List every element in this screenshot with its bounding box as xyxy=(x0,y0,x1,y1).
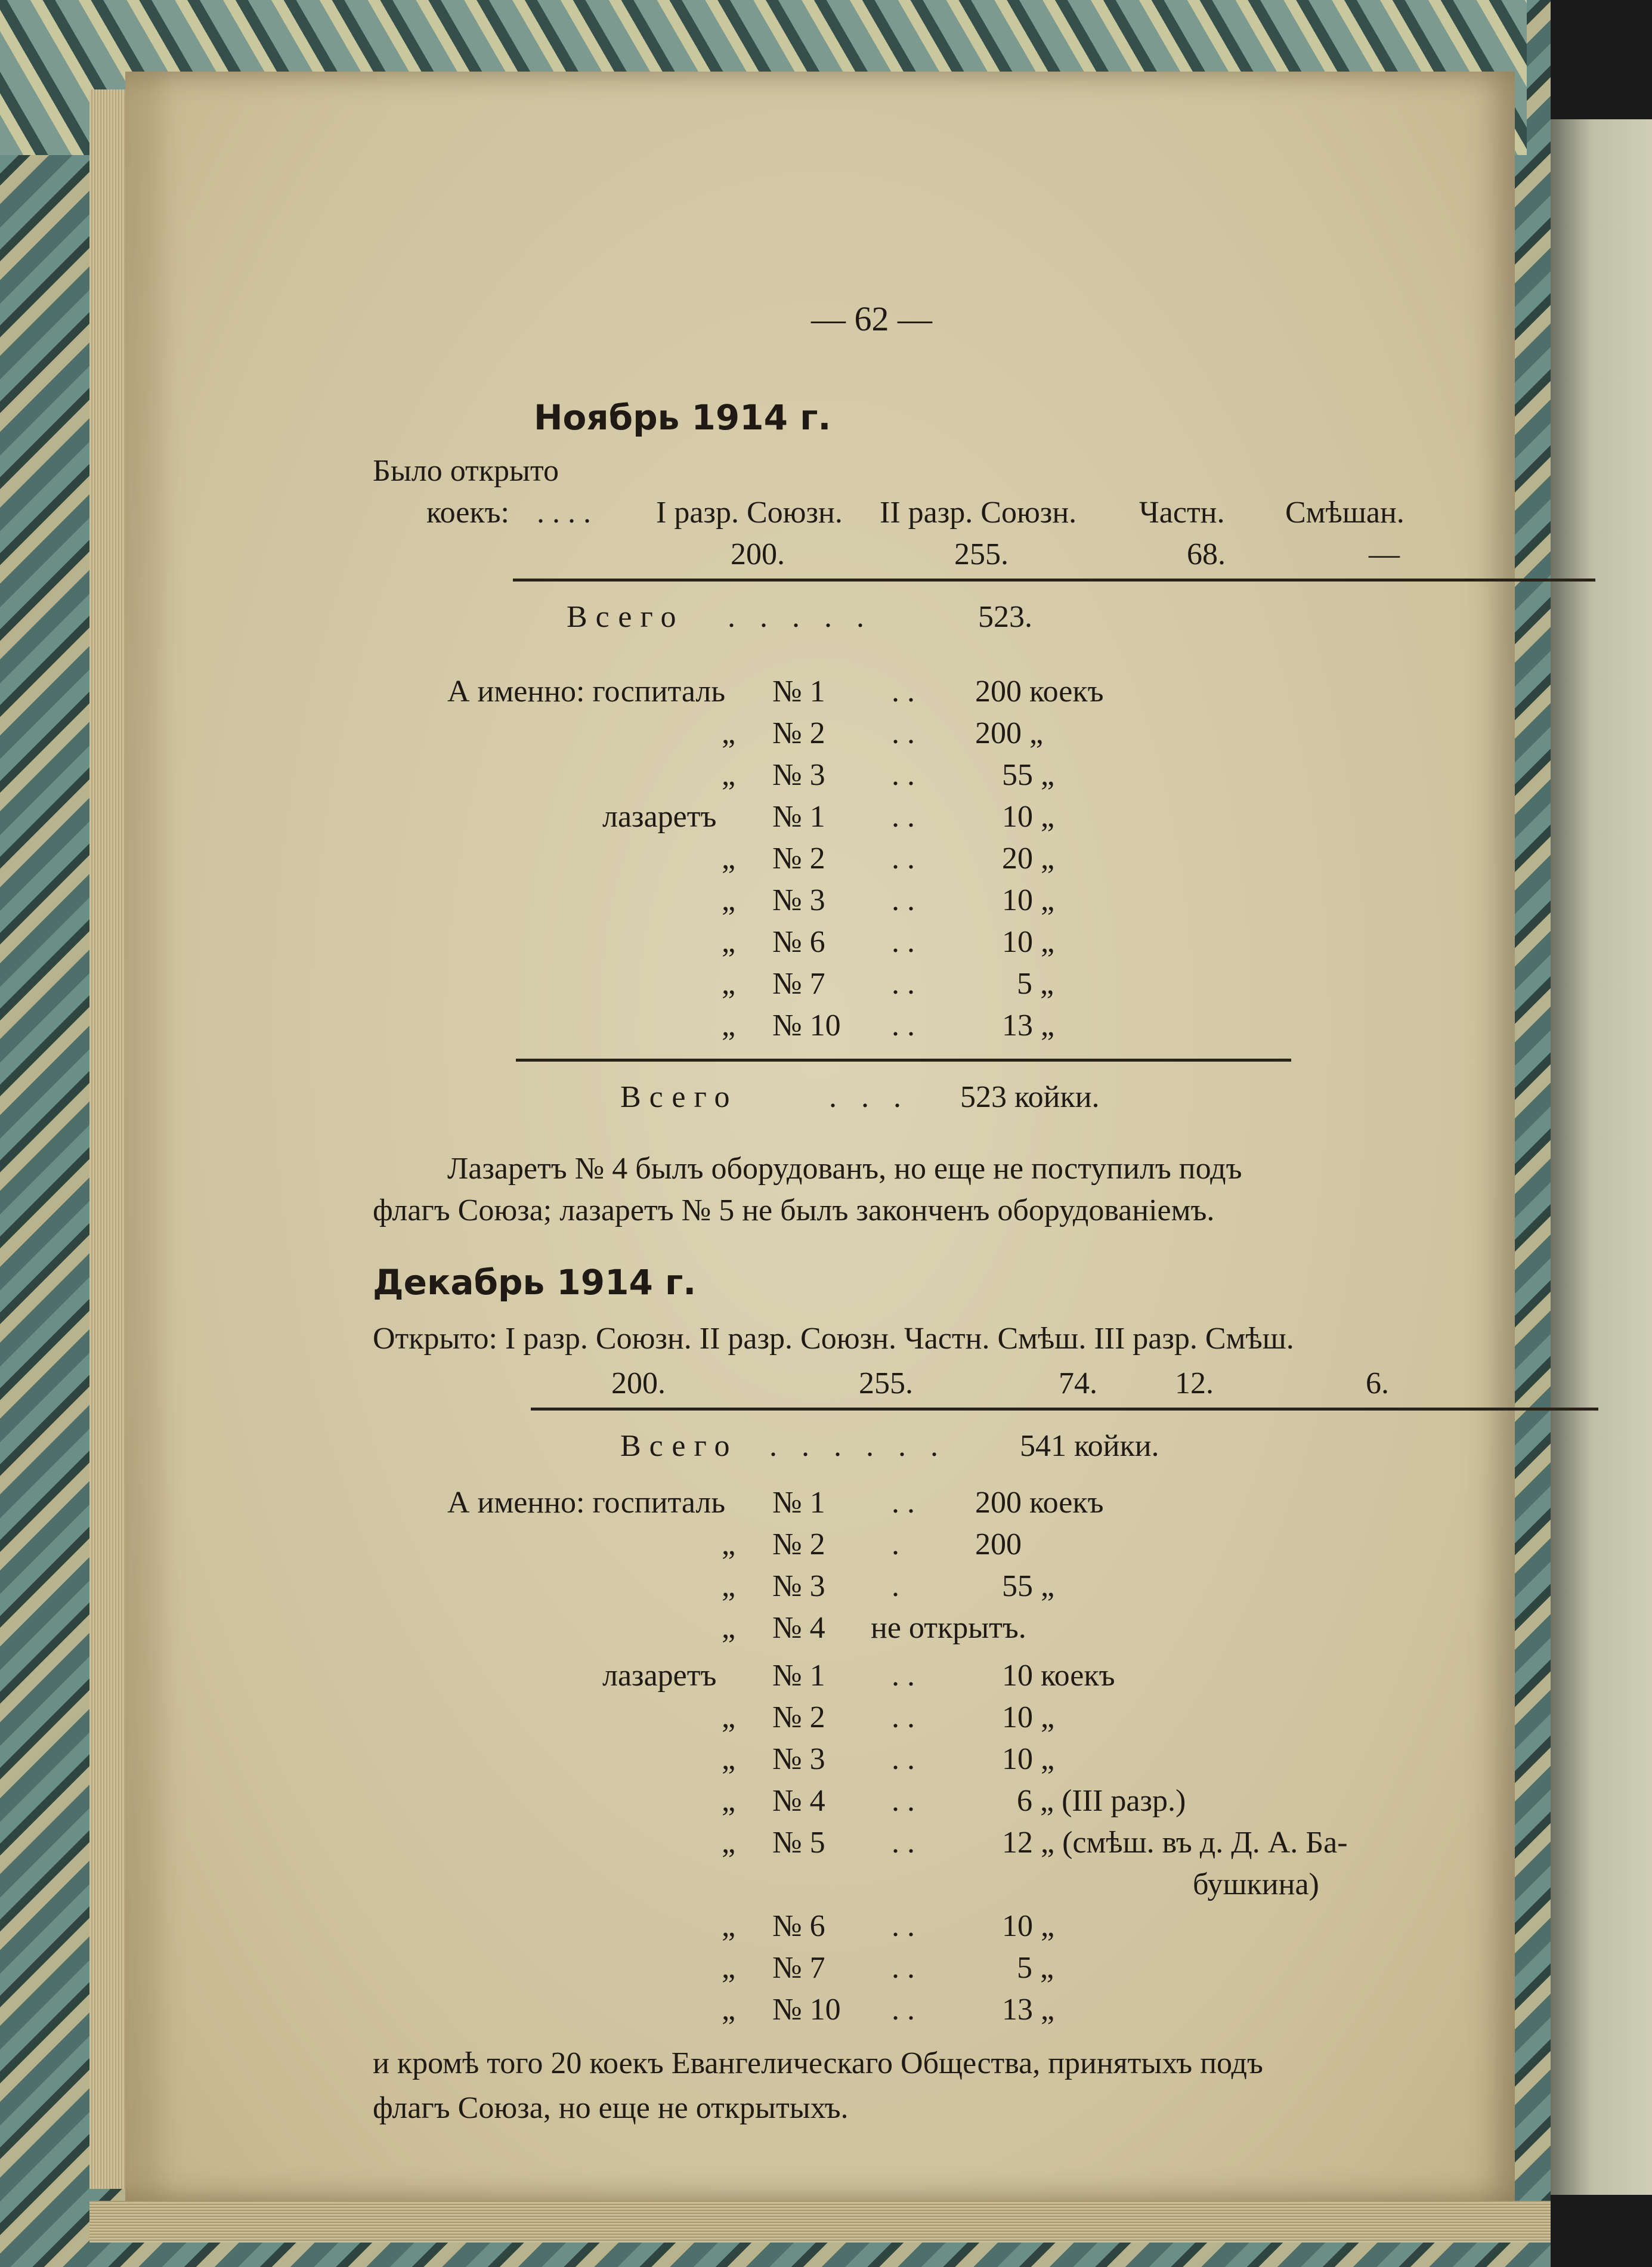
list-item-number: № 3 xyxy=(772,1742,825,1776)
list-item-number: № 1 xyxy=(772,1486,825,1520)
page-content xyxy=(125,72,1515,2201)
nov-koek-label: коекъ: xyxy=(426,496,509,530)
list-item-prefix: „ xyxy=(722,1742,736,1776)
dec-col5-value: 6. xyxy=(1366,1366,1389,1400)
list-item-value: 13 „ xyxy=(1002,1009,1055,1043)
list-item-value: 5 „ xyxy=(1017,967,1054,1001)
list-item-prefix: „ xyxy=(722,1951,736,1985)
nov-total-value: 523. xyxy=(978,600,1032,634)
dec-col1-value: 200. xyxy=(611,1366,666,1400)
list-item-dots: . . xyxy=(892,1951,915,1985)
list-item-number: № 1 xyxy=(772,1659,825,1693)
nov-dots: . . . . xyxy=(537,496,591,530)
list-item-dots: . . xyxy=(892,967,915,1001)
list-item-number: № 2 xyxy=(772,716,825,750)
nov-note-line2: флагъ Союза; лазаретъ № 5 не былъ законченъ оборудованіемъ. xyxy=(373,1193,1215,1227)
nov-col4-value: — xyxy=(1369,537,1400,571)
list-item-value: 10 „ xyxy=(1002,1700,1055,1734)
list-item-value: 20 „ xyxy=(1002,842,1055,876)
nov-col4-header: Смѣшан. xyxy=(1285,496,1404,530)
list-item-dots: . . xyxy=(892,1700,915,1734)
book-page xyxy=(125,72,1515,2201)
list-item-dots: . . xyxy=(892,1742,915,1776)
list-item-value: 10 „ xyxy=(1002,925,1055,959)
list-item-prefix: „ xyxy=(722,967,736,1001)
list-item-dots: . xyxy=(892,1569,899,1603)
list-item-dots: . . xyxy=(892,925,915,959)
list-item-value: 10 „ xyxy=(1002,800,1055,834)
list-item-prefix: А именно: госпиталь xyxy=(447,675,726,709)
list-item-dots: . . xyxy=(892,1909,915,1943)
list-item-prefix: „ xyxy=(722,758,736,792)
dec-note-line1: и кромѣ того 20 коекъ Евангелическаго Общества, принятыхъ подъ xyxy=(373,2046,1263,2080)
list-item-value: 200 xyxy=(975,1527,1022,1561)
list-item-prefix: „ xyxy=(722,1569,736,1603)
list-item-dots: . . xyxy=(892,800,915,834)
list-item-dots: . xyxy=(892,1527,899,1561)
list-item-number: № 7 xyxy=(772,967,825,1001)
list-item-dots: . . xyxy=(892,716,915,750)
list-item-number: № 6 xyxy=(772,925,825,959)
list-item-prefix: „ xyxy=(722,883,736,917)
list-item-number: № 3 xyxy=(772,1569,825,1603)
list-item-number: № 4 xyxy=(772,1784,825,1818)
list-item-prefix: „ xyxy=(722,1009,736,1043)
list-item-number: № 3 xyxy=(772,883,825,917)
page-bottom-edges xyxy=(89,2201,1551,2243)
nov-total2-label: Всего xyxy=(620,1080,738,1114)
list-item-number: № 2 xyxy=(772,842,825,876)
list-item-number: № 4 xyxy=(772,1611,825,1645)
dec-total-label: Всего xyxy=(620,1429,738,1463)
list-item-number: № 2 xyxy=(772,1527,825,1561)
nov-col3-value: 68. xyxy=(1187,537,1226,571)
list-item-number: № 2 xyxy=(772,1700,825,1734)
list-item-prefix: „ xyxy=(722,1700,736,1734)
list-item-number: № 1 xyxy=(772,800,825,834)
list-item-prefix: лазаретъ xyxy=(602,800,717,834)
list-item-number: № 6 xyxy=(772,1909,825,1943)
list-item-number: № 3 xyxy=(772,758,825,792)
list-item-dots: . . xyxy=(892,883,915,917)
list-item-value: 5 „ xyxy=(1017,1951,1054,1985)
list-item-value: 10 коекъ xyxy=(1002,1659,1115,1693)
list-item-prefix: „ xyxy=(722,1993,736,2027)
list-item-number: № 10 xyxy=(772,1993,841,2027)
page-number: — 62 — xyxy=(811,299,932,338)
nov-note-line1: Лазаретъ № 4 былъ оборудованъ, но еще не поступилъ подъ xyxy=(447,1152,1242,1186)
list-item-value: 10 „ xyxy=(1002,1742,1055,1776)
list-item-value: 10 „ xyxy=(1002,883,1055,917)
list-item-dots: . . xyxy=(892,1784,915,1818)
nov-rule-2 xyxy=(516,1059,1291,1062)
list-item-value: 200 коекъ xyxy=(975,1486,1104,1520)
list-item-dots: . . xyxy=(892,842,915,876)
list-item-number: № 7 xyxy=(772,1951,825,1985)
dec-total-value: 541 койки. xyxy=(1020,1429,1159,1463)
nov-total-label: Всего xyxy=(567,600,685,634)
list-item-dots: . . xyxy=(892,1659,915,1693)
december-heading: Декабрь 1914 г. xyxy=(373,1262,697,1303)
list-item-value: 200 коекъ xyxy=(975,675,1104,709)
nov-col2-value: 255. xyxy=(954,537,1008,571)
list-item-value: 13 „ xyxy=(1002,1993,1055,2027)
list-item-number: № 1 xyxy=(772,675,825,709)
list-item-number: № 5 xyxy=(772,1826,825,1860)
list-item-prefix: „ xyxy=(722,842,736,876)
list-item-prefix: „ xyxy=(722,716,736,750)
dec-opened-row: Открыто: I разр. Союзн. II разр. Союзн. Частн. Смѣш. III разр. Смѣш. xyxy=(373,1322,1294,1356)
list-item-prefix: „ xyxy=(722,1784,736,1818)
nov-opened-label: Было открыто xyxy=(373,454,559,488)
list-item-value: 10 „ xyxy=(1002,1909,1055,1943)
nov-total-dots: . . . . . xyxy=(728,600,873,634)
list-item-value: 55 „ xyxy=(1002,758,1055,792)
nov-col2-header: II разр. Союзн. xyxy=(880,496,1077,530)
list-item-prefix: „ xyxy=(722,1527,736,1561)
nov-col1-header: I разр. Союзн. xyxy=(656,496,843,530)
list-item-number: № 10 xyxy=(772,1009,841,1043)
list-item-dots: . . xyxy=(892,1009,915,1043)
list-item-dots: . . xyxy=(892,1826,915,1860)
nov-total2-value: 523 койки. xyxy=(960,1080,1100,1114)
list-item-prefix: „ xyxy=(722,1611,736,1645)
nov-total2-dots: . . . xyxy=(829,1080,909,1114)
nov-rule-1 xyxy=(513,579,1595,582)
list-item-prefix: А именно: госпиталь xyxy=(447,1486,726,1520)
list-item-value: 200 „ xyxy=(975,716,1044,750)
list-item-dots: . . xyxy=(892,1993,915,2027)
list-item-prefix: „ xyxy=(722,1826,736,1860)
list-item-prefix: „ xyxy=(722,925,736,959)
nov-col3-header: Частн. xyxy=(1139,496,1225,530)
dec-col4-value: 12. xyxy=(1175,1366,1214,1400)
dec-col3-value: 74. xyxy=(1059,1366,1097,1400)
list-item-value: 12 „ (смѣш. въ д. Д. А. Ба- xyxy=(1002,1826,1348,1860)
list-item-value: бушкина) xyxy=(1193,1867,1319,1901)
list-item-dots: . . xyxy=(892,758,915,792)
dec-rule xyxy=(531,1408,1598,1411)
november-heading: Ноябрь 1914 г. xyxy=(534,397,831,438)
list-item-value: 6 „ (III разр.) xyxy=(1017,1784,1186,1818)
nov-col1-value: 200. xyxy=(731,537,785,571)
list-item-value: 55 „ xyxy=(1002,1569,1055,1603)
dec-note-line2: флагъ Союза, но еще не открытыхъ. xyxy=(373,2091,849,2125)
list-item-prefix: „ xyxy=(722,1909,736,1943)
dec-total-dots: . . . . . . xyxy=(769,1429,946,1463)
list-item-dots: . . xyxy=(892,1486,915,1520)
list-item-value: не открытъ. xyxy=(871,1611,1026,1645)
list-item-dots: . . xyxy=(892,675,915,709)
list-item-prefix: лазаретъ xyxy=(602,1659,717,1693)
dec-col2-value: 255. xyxy=(859,1366,913,1400)
facing-page xyxy=(1551,119,1652,2195)
